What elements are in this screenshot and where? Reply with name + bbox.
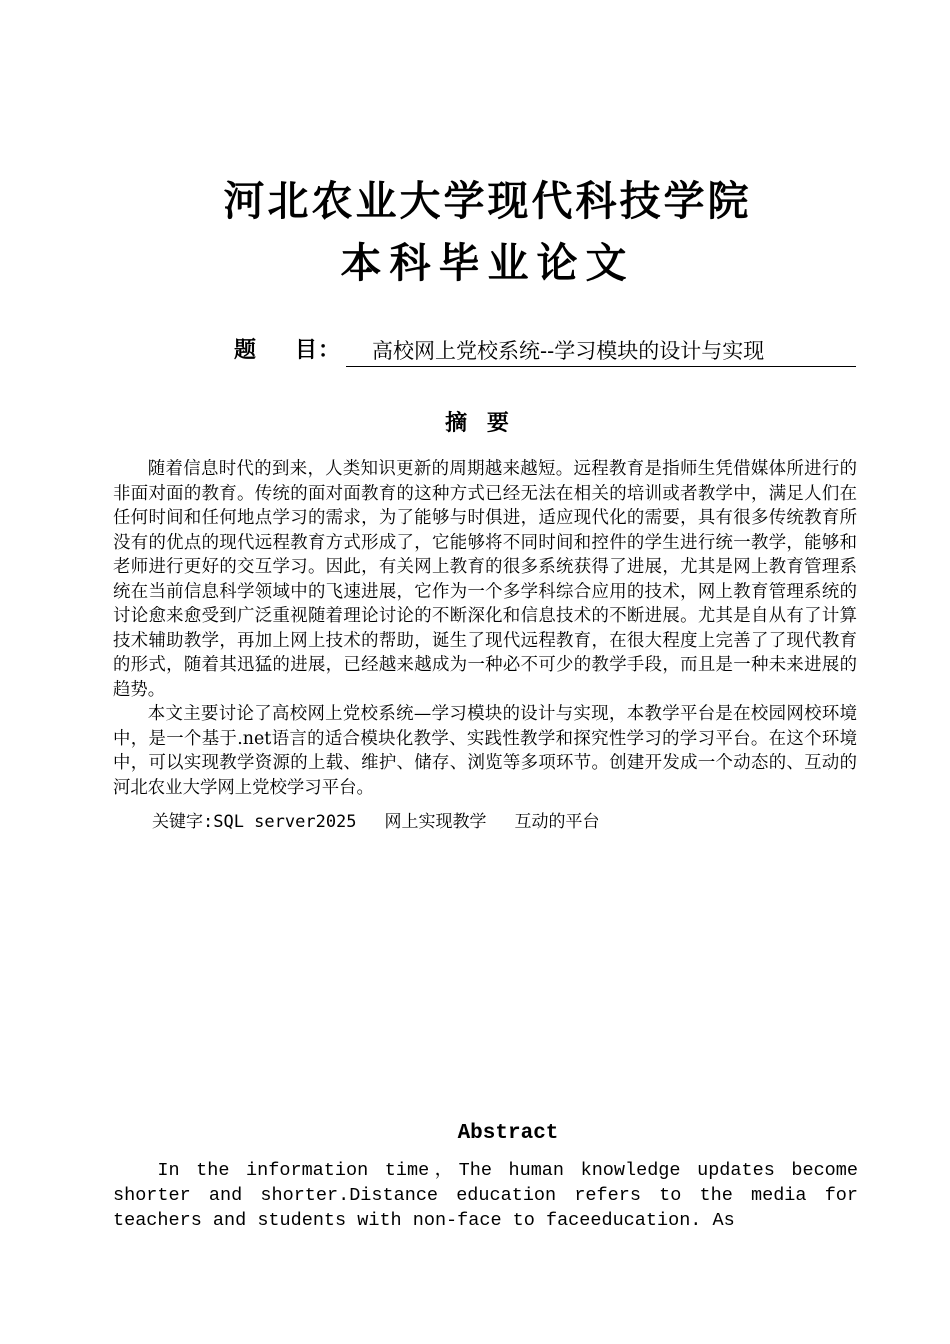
thesis-type-title: 本科毕业论文 — [340, 239, 635, 287]
university-name: 河北农业大学现代科技学院 — [223, 177, 752, 225]
topic-value: 高校网上党校系统--学习模块的设计与实现 — [346, 336, 856, 367]
abstract-en-paragraph-1: In the information time，The human knowledge updates become shorter and shorter.Distance education refers to the media for teachers and students with non-face to faceeducation. As — [113, 1160, 858, 1231]
abstract-cn-heading: 摘 要 — [445, 411, 515, 436]
abstract-cn-paragraph-2: 本文主要讨论了高校网上党校系统—学习模块的设计与实现，本教学平台是在校园网校环境中，是一个基于.net语言的适合模块化教学、实践性教学和探究性学习的学习平台。在这个环境中，可以实现教学资源的上载、维护、储存、浏览等多项环节。创建开发成一个动态的、互动的河北农业大学网上党校学习平台。 — [113, 704, 857, 798]
keyword-3: 互动的平台 — [514, 812, 600, 832]
abstract-cn-paragraph-1: 随着信息时代的到来，人类知识更新的周期越来越短。远程教育是指师生凭借媒体所进行的非面对面的教育。传统的面对面教育的这种方式已经无法在相关的培训或者教学中，满足人们在任何时间和任何地点学习的需求，为了能够与时俱进，适应现代化的需要，具有很多传统教育所没有的优点的现代远程教育方式形成了，它能够将不同时间和控件的学生进行统一教学，能够和老师进行更好的交互学习。因此，有关网上教育的很多系统获得了进展，尤其是网上教育管理系统在当前信息科学领域中的飞速进展，它作为一个多学科综合应用的技术，网上教育管理系统的讨论愈来愈受到广泛重视随着理论讨论的不断深化和信息技术的不断进展。尤其是自从有了计算技术辅助教学，再加上网上技术的帮助，诞生了现代远程教育，在很大程度上完善了了现代教育的形式，随着其迅猛的进展，已经越来越成为一种必不可少的教学手段，而且是一种未来进展的趋势。 — [113, 459, 857, 700]
topic-label — [234, 336, 341, 366]
keyword-2: 网上实现教学 — [384, 812, 487, 832]
topic-label-part2: 目： — [295, 338, 342, 363]
abstract-en-heading: Abstract — [457, 1122, 559, 1145]
topic-label-part1: 题 — [234, 338, 258, 363]
abstract-cn-body — [113, 457, 857, 800]
keywords-line — [152, 810, 600, 834]
keywords-label: 关键字:SQL server2025 — [152, 812, 357, 832]
